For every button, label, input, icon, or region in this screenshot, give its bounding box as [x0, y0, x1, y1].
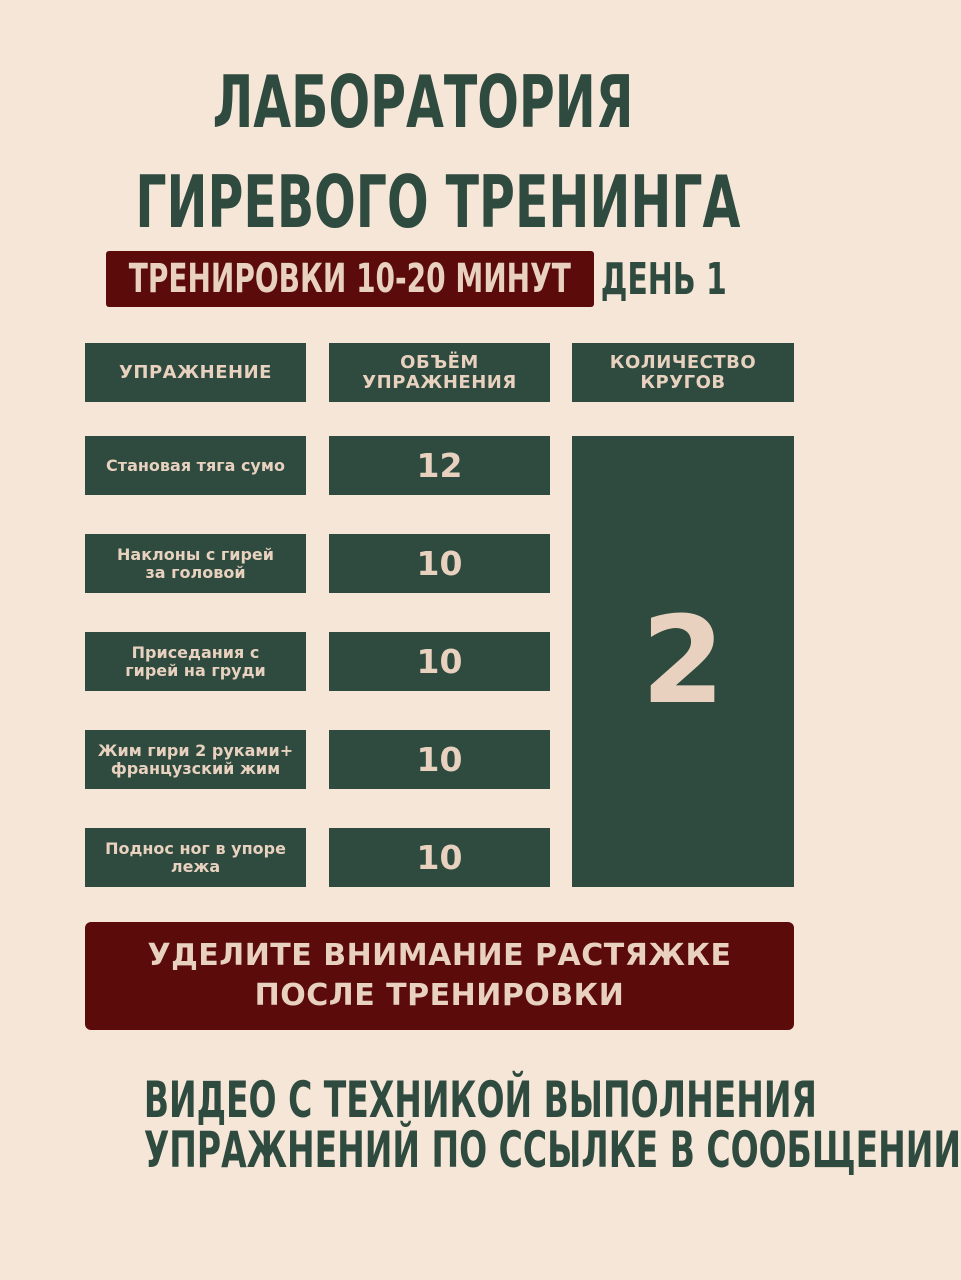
exercise-cell	[85, 730, 306, 789]
header-volume-label: ОБЪЁМ УПРАЖНЕНИЯ	[362, 351, 517, 393]
exercise-name: Становая тяга сумо	[106, 455, 285, 475]
header-rounds	[572, 343, 794, 402]
duration-badge-text: ТРЕНИРОВКИ 10-20 МИНУТ	[128, 256, 572, 302]
volume-cell	[329, 828, 550, 887]
exercise-cell	[85, 436, 306, 495]
volume-value: 10	[416, 838, 463, 877]
title-line-2: ГИРЕВОГО ТРЕНИНГА	[135, 160, 741, 244]
header-rounds-label: КОЛИЧЕСТВО КРУГОВ	[609, 351, 757, 393]
day-label	[594, 251, 734, 307]
header-volume	[329, 343, 550, 402]
footer-line-2: УПРАЖНЕНИЙ ПО ССЫЛКЕ В СООБЩЕНИИ	[143, 1121, 961, 1179]
exercise-name: Поднос ног в упоре лежа	[105, 838, 286, 876]
volume-value: 12	[416, 446, 463, 485]
exercise-name: Наклоны с гирей за головой	[117, 544, 274, 582]
volume-value: 10	[416, 642, 463, 681]
exercise-name: Жим гири 2 руками+ французский жим	[97, 740, 294, 778]
volume-cell	[329, 730, 550, 789]
rounds-value: 2	[641, 592, 725, 731]
volume-value: 10	[416, 544, 463, 583]
header-exercise-label: УПРАЖНЕНИЕ	[119, 361, 272, 383]
exercise-cell	[85, 828, 306, 887]
volume-cell	[329, 436, 550, 495]
footer-line-1: ВИДЕО С ТЕХНИКОЙ ВЫПОЛНЕНИЯ	[143, 1071, 817, 1129]
day-label-text: ДЕНЬ 1	[600, 253, 728, 305]
volume-value: 10	[416, 740, 463, 779]
header-exercise	[85, 343, 306, 402]
exercise-name: Приседания с гирей на груди	[125, 642, 266, 680]
volume-cell	[329, 534, 550, 593]
duration-badge	[106, 251, 594, 307]
exercise-cell	[85, 632, 306, 691]
title-line-1: ЛАБОРАТОРИЯ	[212, 60, 634, 144]
stretching-note-text: УДЕЛИТЕ ВНИМАНИЕ РАСТЯЖКЕ ПОСЛЕ ТРЕНИРОВКИ	[147, 938, 732, 1013]
stretching-note	[85, 922, 794, 1030]
exercise-cell	[85, 534, 306, 593]
volume-cell	[329, 632, 550, 691]
rounds-cell	[572, 436, 794, 887]
